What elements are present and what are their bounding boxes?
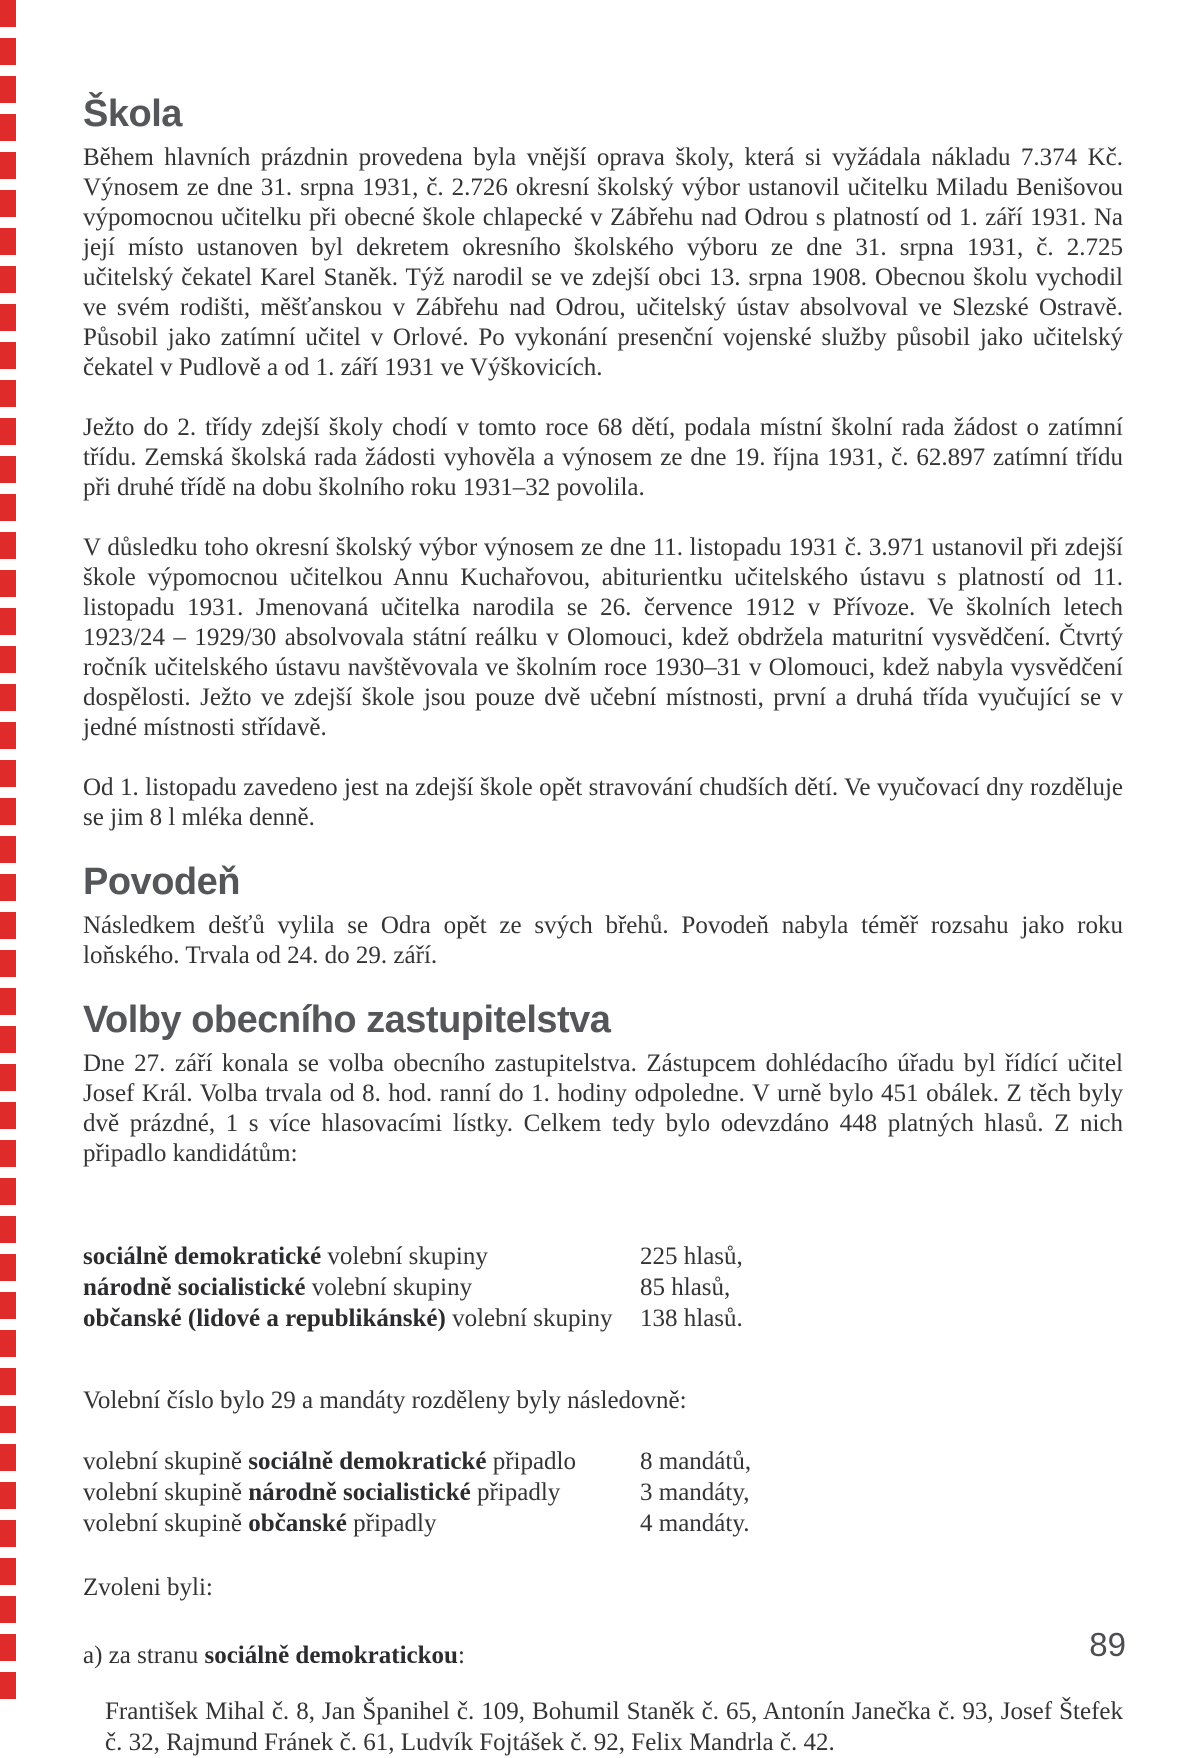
mandate-prefix: volební skupině (83, 1509, 249, 1537)
elected-names: František Mihal č. 8, Jan Španihel č. 109, Bohumil Staněk č. 65, Antonín Janečka č. 93, Josef Štefek č. 32, Rajmund Fránek č. 61, Ludvík Fojtášek č. 92, Felix Mandrla č. 42. (105, 1697, 1123, 1756)
paragraph: Od 1. listopadu zavedeno jest na zdejší škole opět stravování chudších dětí. Ve vyučovací dny rozděluje se jim 8 l mléka denně. (83, 773, 1123, 831)
vote-group-suffix: volební skupiny (321, 1242, 488, 1270)
paragraph: Během hlavních prázdnin provedena byla vnější oprava školy, která si vyžádala nákladu 7.374 Kč. Výnosem ze dne 31. srpna 1931, č. 2.726 okresní školský výbor ustanovil učitelku Miladu Benišovou výpomocnou učitelku při obecné škole chlapecké v Zábřehu nad Odrou s platností od 1. září 1931. Na její místo ustanoven byl dekretem okresního školského výboru ze dne 31. srpna 1931, č. 2.725 učitelský čekatel Karel Staněk. Týž narodil se ve zdejší obci 13. srpna 1908. Obecnou školu vychodil ve svém rodišti, měšťanskou v Zábřehu nad Odrou, učitelský ústav absolvoval ve Slezské Ostravě. Působil jako zatímní učitel v Orlové. Po vykonání presenční vojenské služby působil jako učitelský čekatel v Pudlově a od 1. září 1931 ve Výškovicích. (83, 143, 1123, 381)
vote-group-suffix: volební skupiny (305, 1273, 473, 1301)
section-volby (83, 998, 1123, 1758)
paragraph: Dne 27. září konala se volba obecního zastupitelstva. Zástupcem dohlédacího úřadu byl řídící učitel Josef Král. Volba trvala od 8. hod. ranní do 1. hodiny odpoledne. V urně bylo 451 obálek. Z těch byly dvě prázdné, 1 s více hlasovacími lístky. Celkem tedy bylo odevzdáno 448 platných hlasů. Z nich připadlo kandidátům: (83, 1049, 1123, 1167)
party-a-prefix: a) za stranu (83, 1641, 205, 1669)
mandate-count: 3 mandáty, (640, 1478, 750, 1506)
mandate-group-name: občanské (248, 1509, 347, 1537)
paragraph: V důsledku toho okresní školský výbor výnosem ze dne 11. listopadu 1931 č. 3.971 ustanovil při zdejší škole výpomocnou učitelkou Annu Kuchařovou, abiturientku učitelského ústavu s platností od 11. listopadu 1931. Jmenovaná učitelka narodila se 26. července 1912 v Přívoze. Ve školních letech 1923/24 – 1929/30 absolvovala státní reálku v Olomouci, kdež obdržela maturitní vysvědčení. Čtvrtý ročník učitelského ústavu navštěvovala ve školním roce 1930–31 v Olomouci, kdež nabyla vysvědčení dospělosti. Ježto ve zdejší škole jsou pouze dvě učební místnosti, první a druhá třída vyučující se v jedné místnosti střídavě. (83, 533, 1123, 741)
vote-group-label (83, 1303, 640, 1334)
mandate-group-label (83, 1446, 640, 1477)
vote-count: 138 hlasů. (640, 1304, 743, 1332)
table-row (83, 1446, 1123, 1477)
page-number: 89 (1089, 1626, 1126, 1663)
red-dashed-edge-marks (0, 0, 16, 1709)
interlude-text: Volební číslo bylo 29 a mandáty rozděleny byly následovně: (83, 1386, 687, 1414)
mandate-suffix: připadlo (486, 1447, 577, 1475)
table-row (83, 1272, 1123, 1303)
mandates-table (83, 1446, 1123, 1539)
mandate-group-label (83, 1508, 640, 1539)
votes-table (83, 1241, 1123, 1334)
mandate-count: 4 mandáty. (640, 1509, 750, 1537)
table-row (83, 1508, 1123, 1539)
paragraph: Následkem dešťů vylila se Odra opět ze svých břehů. Povodeň nabyla téměř rozsahu jako roku loňského. Trvala od 24. do 29. září. (83, 911, 1123, 969)
paragraph: Ježto do 2. třídy zdejší školy chodí v tomto roce 68 dětí, podala místní školní rada žádost o zatímní třídu. Zemská školská rada žádosti vyhověla a výnosem ze dne 19. října 1931, č. 62.897 zatímní třídu při druhé třídě na dobu školního roku 1931–32 povolila. (83, 413, 1123, 501)
mandate-group-name: národně socialistické (248, 1478, 471, 1506)
vote-group-name: občanské (lidové a republikánské) (83, 1304, 446, 1332)
mandate-suffix: připadly (470, 1478, 561, 1506)
section-povoden (83, 860, 1123, 971)
party-a-heading (83, 1641, 1123, 1671)
vote-group-label (83, 1272, 640, 1303)
section-skola (83, 95, 1123, 833)
mandate-prefix: volební skupině (83, 1447, 249, 1475)
vote-group-name: národně socialistické (83, 1273, 306, 1301)
mandate-group-name: sociálně demokratické (248, 1447, 487, 1475)
vote-count: 85 hlasů, (640, 1273, 731, 1301)
vote-count: 225 hlasů, (640, 1242, 743, 1270)
section-heading-skola: Škola (83, 93, 182, 135)
vote-group-suffix: volební skupiny (445, 1304, 613, 1332)
vote-group-name: sociálně demokratické (83, 1242, 322, 1270)
section-heading-povoden: Povodeň (83, 860, 240, 903)
party-a-colon: : (457, 1641, 465, 1669)
mandate-count: 8 mandátů, (640, 1447, 752, 1475)
vote-group-label (83, 1241, 640, 1272)
table-row (83, 1477, 1123, 1508)
elected-label: Zvoleni byli: (83, 1573, 213, 1601)
mandate-group-label (83, 1477, 640, 1508)
table-row (83, 1303, 1123, 1334)
mandate-prefix: volební skupině (83, 1478, 249, 1506)
mandate-suffix: připadly (346, 1509, 437, 1537)
party-a-name: sociálně demokratickou (204, 1641, 458, 1669)
table-row (83, 1241, 1123, 1272)
section-heading-volby: Volby obecního zastupitelstva (83, 998, 611, 1041)
page-content (83, 95, 1123, 1758)
